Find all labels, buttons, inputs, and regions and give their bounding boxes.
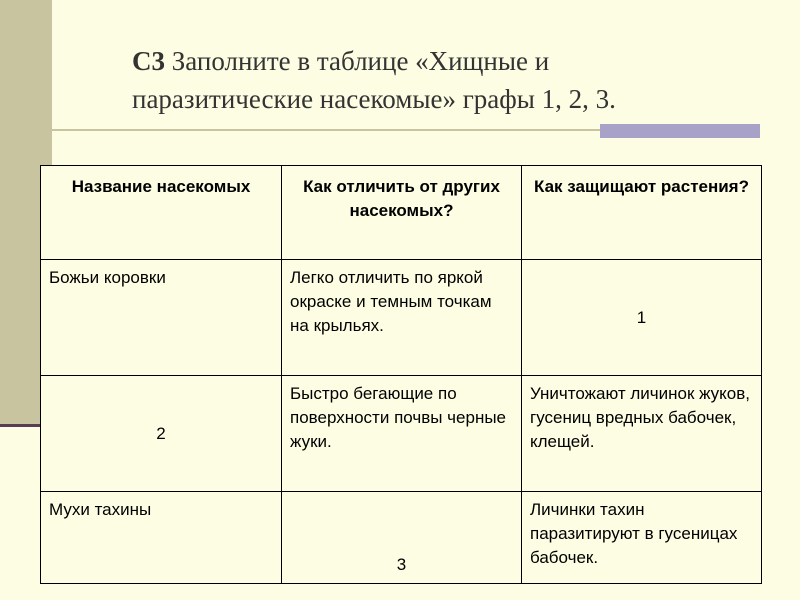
cell-insect-name: Мухи тахины <box>41 492 282 584</box>
cell-distinguish: Быстро бегающие по поверхности почвы черные жуки. <box>282 376 522 492</box>
table-header-row <box>41 166 762 260</box>
cell-protection: Уничтожают личинок жуков, гусениц вредных бабочек, клещей. <box>522 376 762 492</box>
table-row <box>41 376 762 492</box>
cell-blank-1: 1 <box>522 260 762 376</box>
title-divider-line <box>33 129 603 131</box>
cell-blank-2: 2 <box>41 376 282 492</box>
title-text-line1: Заполните в таблице «Хищные и <box>165 46 550 76</box>
header-how-protect-plants: Как защищают растения? <box>522 166 762 260</box>
table-row <box>41 492 762 584</box>
header-insect-name: Название насекомых <box>41 166 282 260</box>
cell-distinguish: Легко отличить по яркой окраске и темным точкам на крыльях. <box>282 260 522 376</box>
insects-table <box>40 165 762 584</box>
title-code: С3 <box>132 46 165 76</box>
cell-insect-name: Божьи коровки <box>41 260 282 376</box>
header-how-to-distinguish: Как отличить от других насекомых? <box>282 166 522 260</box>
cell-protection: Личинки тахин паразитируют в гусеницах бабочек. <box>522 492 762 584</box>
title-text-line2: паразитические насекомые» графы 1, 2, 3. <box>132 84 616 114</box>
cell-blank-3: 3 <box>282 492 522 584</box>
slide-title <box>132 42 752 118</box>
table-row <box>41 260 762 376</box>
title-divider-accent <box>600 124 760 138</box>
